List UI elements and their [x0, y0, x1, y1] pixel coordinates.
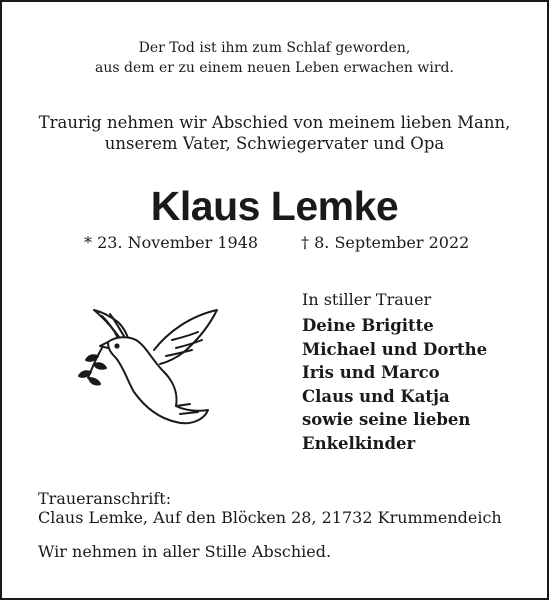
dove-with-olive-branch-icon [72, 302, 232, 430]
motto-line-2: aus dem er zu einem neuen Leben erwachen wird. [95, 60, 454, 76]
mourner-name: Deine Brigitte [302, 316, 434, 335]
mourner-name: Enkelkinder [302, 433, 416, 453]
intro-line-1: Traurig nehmen wir Abschied von meinem lieben Mann, [38, 113, 511, 132]
mourners-block [302, 289, 487, 456]
intro-text [2, 112, 547, 154]
mourner-name: Michael und Dorthe [302, 339, 488, 359]
mourner-name: Claus und Katja [302, 386, 450, 406]
closing-text: Wir nehmen in aller Stille Abschied. [38, 542, 332, 561]
intro-line-2: unserem Vater, Schwiegervater und Opa [104, 134, 445, 153]
address-value: Claus Lemke, Auf den Blöcken 28, 21732 Krummendeich [38, 508, 502, 527]
motto [2, 38, 547, 78]
death-date: † 8. September 2022 [301, 233, 470, 252]
funeral-address [38, 489, 502, 527]
address-label: Traueranschrift: [38, 489, 172, 508]
birth-date: * 23. November 1948 [84, 233, 259, 252]
mourners-lead: In stiller Trauer [302, 290, 432, 309]
motto-line-1: Der Tod ist ihm zum Schlaf geworden, [138, 40, 411, 56]
deceased-name: Klaus Lemke [150, 183, 399, 229]
mourner-name: Iris und Marco [302, 363, 440, 383]
mourner-name: sowie seine lieben [302, 410, 471, 430]
